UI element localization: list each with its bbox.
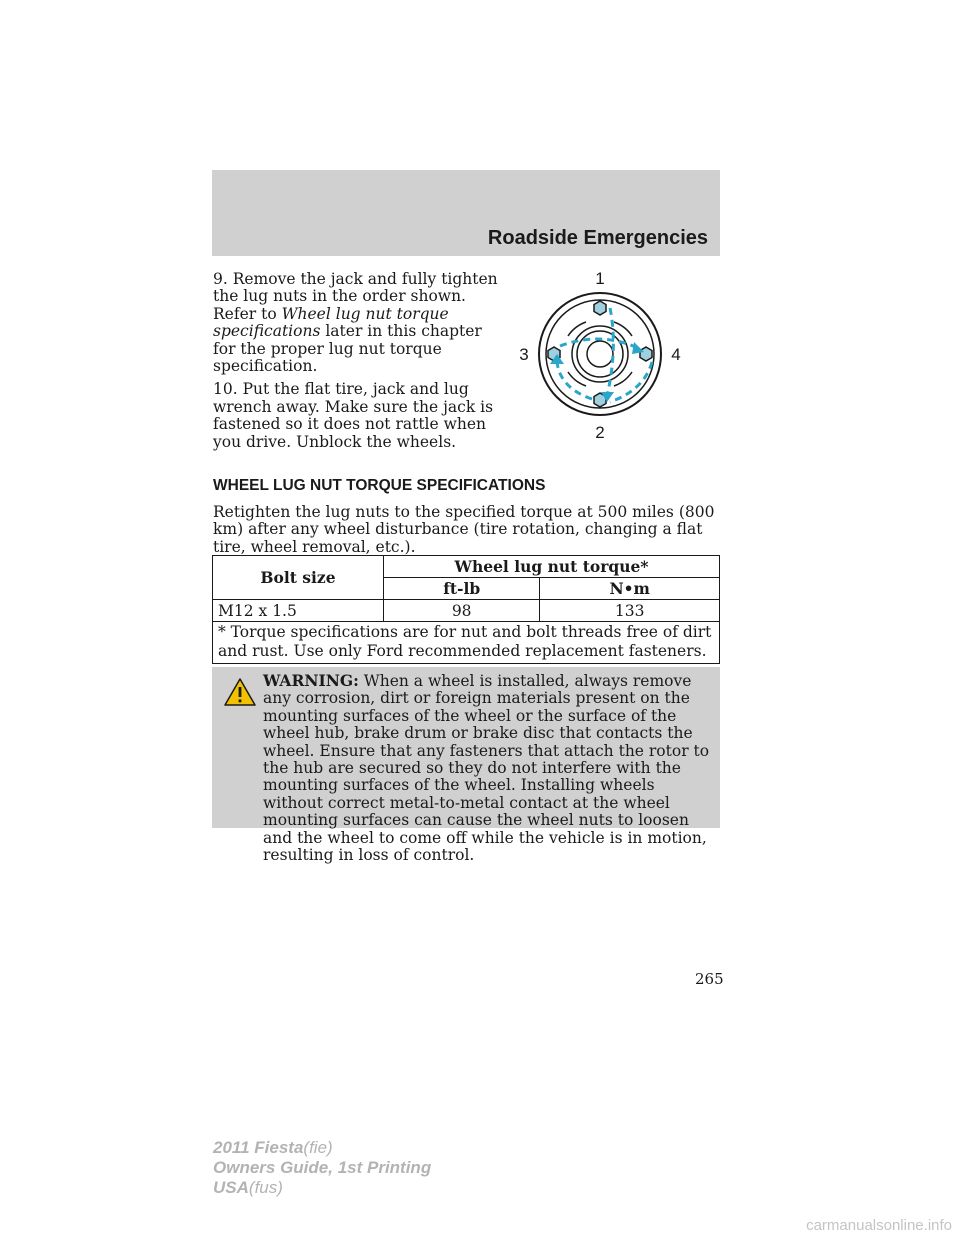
- torque-spec-heading: WHEEL LUG NUT TORQUE SPECIFICATIONS: [213, 477, 546, 494]
- unit-ftlb: ft-lb: [384, 578, 540, 600]
- footer-model-code: (fie): [303, 1138, 333, 1157]
- torque-spec-intro: Retighten the lug nuts to the specified torque at 500 miles (800 km) after any wheel disturbance (tire rotation, changing a flat tire, wheel removal, etc.).: [213, 503, 715, 556]
- footer-market: USA: [213, 1178, 249, 1197]
- section-header-band: [212, 170, 720, 256]
- lug-nut-order-diagram: [510, 266, 690, 442]
- step-10: 10. Put the flat tire, jack and lug wrench away. Make sure the jack is fastened so it does not rattle when you drive. Unblock the wheels.: [213, 380, 494, 451]
- order-label-2: 2: [595, 423, 605, 442]
- rim-slot: [568, 322, 586, 336]
- order-label-1: 1: [595, 269, 605, 288]
- lug-nut-1: [594, 301, 606, 315]
- rim-slot: [614, 322, 632, 336]
- document-footer: [213, 1138, 431, 1198]
- table-footnote: * Torque specifications are for nut and bolt threads free of dirt and rust. Use only Ford recommended replacement fasteners.: [213, 622, 720, 664]
- footer-guide: Owners Guide, 1st Printing: [213, 1158, 432, 1177]
- col-header-torque: Wheel lug nut torque*: [384, 556, 720, 578]
- watermark: carmanualsonline.info: [806, 1217, 952, 1234]
- hub-center: [587, 341, 613, 367]
- wheel-inner-rim: [546, 300, 654, 408]
- footer-market-code: (fus): [248, 1178, 283, 1197]
- page-number: 265: [695, 970, 724, 988]
- rim-slot: [614, 372, 632, 386]
- unit-nm: N•m: [540, 578, 720, 600]
- cell-nm: 133: [540, 600, 720, 622]
- hub-ring-outer: [572, 326, 628, 382]
- order-label-4: 4: [671, 345, 681, 364]
- col-header-bolt-size: Bolt size: [213, 556, 384, 600]
- warning-box: [212, 667, 720, 865]
- warning-text: [213, 672, 711, 864]
- step-9-suffix: later in this chapter for the proper lug nut torque specification.: [213, 322, 482, 376]
- instruction-steps: [213, 271, 503, 457]
- footer-model: 2011 Fiesta: [213, 1138, 304, 1157]
- cell-ftlb: 98: [384, 600, 540, 622]
- step-9: [213, 271, 503, 375]
- section-title: Roadside Emergencies: [487, 227, 708, 249]
- arrow-head: [632, 342, 644, 354]
- warning-label: WARNING:: [263, 671, 359, 690]
- warning-body: When a wheel is installed, always remove any corrosion, dirt or foreign materials present on the mounting surfaces of the wheel or the surface of the wheel hub, brake drum or brake disc that contacts the wheel. Ensure that any fasteners that attach the rotor to the hub are secured so they do not interfere with the mounting surfaces of the wheel. Installing wheels without correct metal-to-metal contact at the wheel mounting surfaces can cause the wheel nuts to loosen and the wheel to come off while the vehicle is in motion, resulting in loss of control.: [263, 672, 710, 865]
- lug-nut-4: [640, 347, 652, 361]
- step-9-reference: Wheel lug nut torque specifications: [213, 304, 449, 341]
- step-9-text: 9. Remove the jack and fully tighten the lug nuts in the order shown. Refer to: [213, 270, 498, 323]
- table-row: [213, 600, 720, 622]
- order-label-3: 3: [519, 345, 529, 364]
- torque-table: [212, 555, 720, 664]
- cell-bolt-size: M12 x 1.5: [213, 600, 384, 622]
- rim-slot: [568, 372, 586, 386]
